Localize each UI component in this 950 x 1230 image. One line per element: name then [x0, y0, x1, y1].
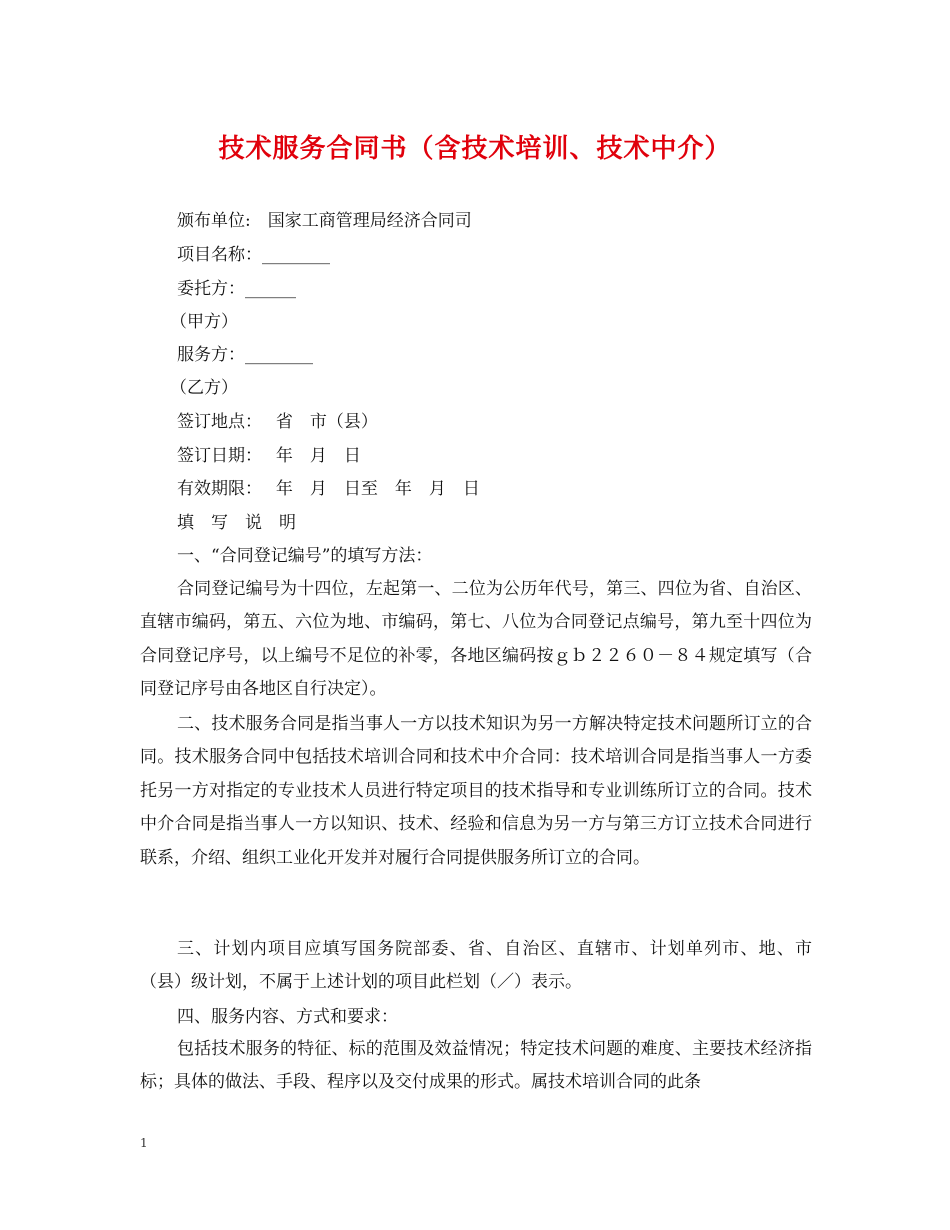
provider-line: 服务方：________: [177, 345, 313, 365]
instructions-heading: 填 写 说 明: [177, 513, 296, 533]
validity-line: 有效期限： 年 月 日至 年 月 日: [177, 479, 480, 499]
project-name-line: 项目名称：________: [177, 245, 330, 265]
sign-place-line: 签订地点： 省 市（县）: [177, 412, 378, 432]
section4-heading: 四、服务内容、方式和要求：: [177, 1007, 398, 1027]
issuer-line: 颁布单位: 国家工商管理局经济合同司: [177, 211, 472, 231]
section3-body: 三、计划内项目应填写国务院部委、省、自治区、直辖市、计划单列市、地、市（县）级计划，不属于上述计划的项目此栏划（／）表示。: [140, 939, 812, 993]
sign-date-line: 签订日期： 年 月 日: [177, 446, 361, 466]
document-title: 技术服务合同书（含技术培训、技术中介）: [218, 134, 732, 164]
client-line: 委托方：______: [177, 279, 296, 299]
client-party-line: （甲方）: [170, 312, 238, 332]
page-number: 1: [140, 1136, 148, 1150]
section4-body: 包括技术服务的特征、标的范围及效益情况；特定技术问题的难度、主要技术经济指标；具体的做法、手段、程序以及交付成果的形式。属技术培训合同的此条: [140, 1039, 812, 1093]
section2-body: 二、技术服务合同是指当事人一方以技术知识为另一方解决特定技术问题所订立的合同。技术服务合同中包括技术培训合同和技术中介合同：技术培训合同是指当事人一方委托另一方对指定的专业技术人员进行特定项目的技术指导和专业训练所订立的合同。技术中介合同是指当事人一方以知识、技术、经验和信息为另一方与第三方订立技术合同进行联系，介绍、组织工业化开发并对履行合同提供服务所订立的合同。: [140, 714, 812, 868]
section1-heading: 一、“合同登记编号”的填写方法：: [177, 546, 433, 566]
section1-body: 合同登记编号为十四位，左起第一、二位为公历年代号，第三、四位为省、自治区、直辖市编码，第五、六位为地、市编码，第七、八位为合同登记点编号，第九至十四位为合同登记序号，以上编号不足位的补零，各地区编码按ｇｂ２２６０－８４规定填写（合同登记序号由各地区自行决定）。: [140, 579, 812, 700]
provider-party-line: （乙方）: [170, 378, 238, 398]
